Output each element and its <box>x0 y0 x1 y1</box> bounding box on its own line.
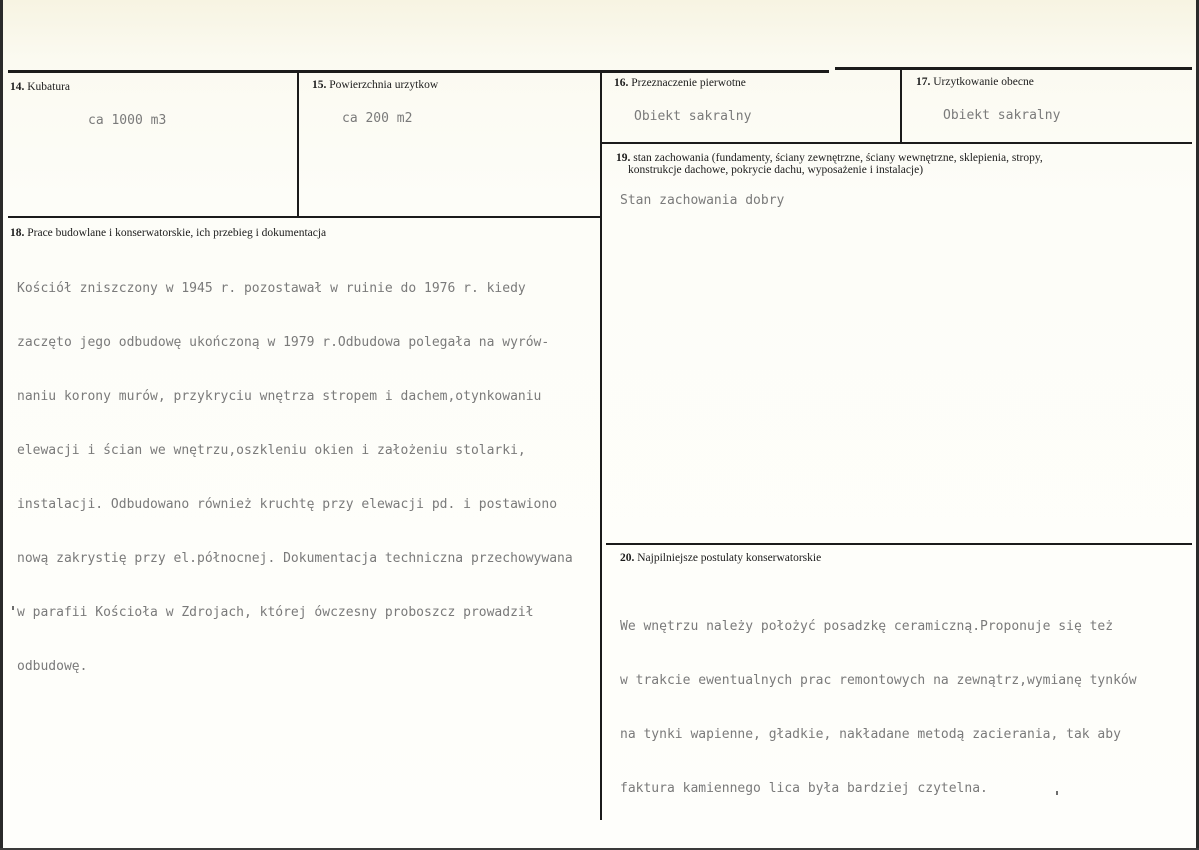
rule-above-18 <box>8 216 600 218</box>
top-rule-left <box>8 70 829 73</box>
field-16-title: Przeznaczenie pierwotne <box>631 77 746 89</box>
field-18-line: nową zakrystię przy el.północnej. Dokumentacja techniczna przechowywana <box>17 551 573 566</box>
rule-above-20 <box>606 543 1192 545</box>
field-20-label <box>620 551 821 565</box>
field-18-line: zaczęto jego odbudowę ukończoną w 1979 r.Odbudowa polegała na wyrów- <box>17 335 550 350</box>
rule-above-19 <box>602 142 1192 144</box>
field-17-title: Urzytkowanie obecne <box>933 76 1034 88</box>
divider-14-15 <box>297 72 299 216</box>
card-left-edge <box>0 0 3 850</box>
field-18-label <box>10 226 326 240</box>
field-20-line: na tynki wapienne, gładkie, nakładane metodą zacierania, tak aby <box>620 727 1121 742</box>
field-18-line: odbudowę. <box>17 659 88 674</box>
field-16-number: 16. <box>614 77 629 89</box>
field-18-text <box>17 244 573 712</box>
field-18-line: Kościół zniszczony w 1945 r. pozostawał w ruinie do 1976 r. kiedy <box>17 281 526 296</box>
top-rule-right <box>835 67 1192 70</box>
field-14-value: ca 1000 m3 <box>88 113 167 128</box>
field-14-label <box>10 80 70 94</box>
field-19-title: stan zachowania (fundamenty, ściany zewnętrzne, ściany wewnętrzne, sklepienia, stropy, <box>633 152 1043 164</box>
field-14-title: Kubatura <box>27 81 71 93</box>
field-19-number: 19. <box>616 152 631 164</box>
field-15-value: ca 200 m2 <box>342 111 413 126</box>
field-17-value: Obiekt sakralny <box>943 108 1061 123</box>
field-15-title: Powierzchnia urzytkow <box>329 79 439 91</box>
paper-speck <box>1056 791 1058 795</box>
field-19-value: Stan zachowania dobry <box>620 193 785 208</box>
field-18-title: Prace budowlane i konserwatorskie, ich przebieg i dokumentacja <box>27 227 327 239</box>
field-18-line: elewacji i ścian we wnętrzu,oszkleniu okien i założeniu stolarki, <box>17 443 526 458</box>
field-20-line: faktura kamiennego lica była bardziej czytelna. <box>620 781 988 796</box>
field-20-line: We wnętrzu należy położyć posadzkę ceramiczną.Proponuje się też <box>620 619 1114 634</box>
center-divider <box>600 70 602 820</box>
field-16-label <box>614 76 746 90</box>
field-18-line: naniu korony murów, przykryciu wnętrza stropem i dachem,otynkowaniu <box>17 389 542 404</box>
field-16-value: Obiekt sakralny <box>634 109 752 124</box>
field-20-line: w trakcie ewentualnych prac remontowych na zewnątrz,wymianę tynków <box>620 673 1137 688</box>
field-18-line: w parafii Kościoła w Zdrojach, której ówczesny proboszcz prowadził <box>17 605 534 620</box>
field-18-number: 18. <box>10 227 25 239</box>
field-20-title: Najpilniejsze postulaty konserwatorskie <box>637 552 822 564</box>
divider-16-17 <box>900 70 902 142</box>
field-17-number: 17. <box>916 76 931 88</box>
field-17-label <box>916 75 1034 89</box>
field-15-label <box>312 78 438 92</box>
field-18-line: instalacji. Odbudowano również kruchtę przy elewacji pd. i postawiono <box>17 497 558 512</box>
field-20-text <box>620 582 1137 834</box>
field-15-number: 15. <box>312 79 327 91</box>
field-14-number: 14. <box>10 81 25 93</box>
field-20-number: 20. <box>620 552 635 564</box>
field-19-label-cont: konstrukcje dachowe, pokrycie dachu, wyposażenie i instalacje) <box>628 164 924 176</box>
paper-speck <box>12 606 14 610</box>
